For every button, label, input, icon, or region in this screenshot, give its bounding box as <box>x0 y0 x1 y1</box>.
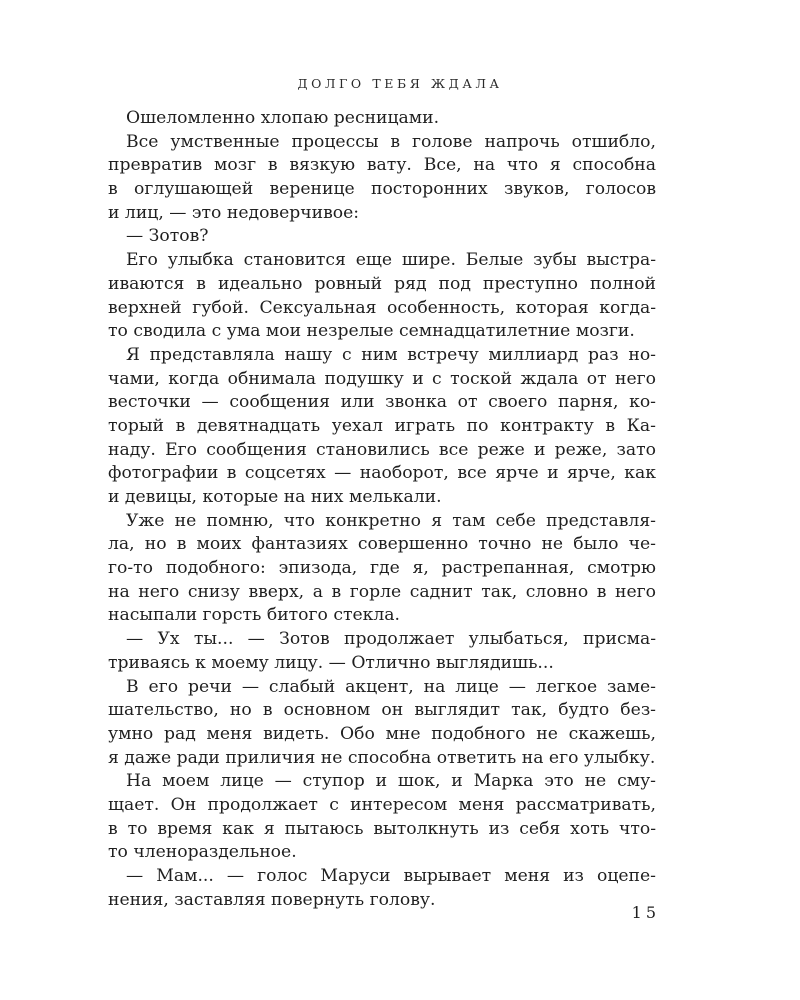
text-line: иваются в идеально ровный ряд под преступно полной <box>108 273 656 294</box>
text-line: и девицы, которые на них мелькали. <box>108 487 442 507</box>
text-line: в оглушающей веренице посторонних звуков, голосов <box>108 179 656 200</box>
text-line: нения, заставляя повернуть голову. <box>108 889 436 910</box>
text-line: Я представляла нашу с ним встречу миллиард раз но- <box>126 344 656 365</box>
text-line: триваясь к моему лицу. — Отлично выглядишь... <box>108 652 554 673</box>
text-line: весточки — сообщения или звонка от своего парня, ко- <box>108 392 656 413</box>
text-line: превратив мозг в вязкую вату. Все, на что я способна <box>108 155 656 176</box>
text-line: На моем лице — ступор и шок, и Марка это не сму- <box>126 771 656 792</box>
text-line: насыпали горсть битого стекла. <box>108 605 401 626</box>
text-line: умно рад меня видеть. Обо мне подобного не скажешь, <box>108 723 656 744</box>
text-line: шательство, но в основном он выглядит так, будто без- <box>108 700 656 721</box>
text-line: торый в девятнадцать уехал играть по контракту в Ка- <box>108 415 656 436</box>
body-text <box>108 107 656 912</box>
text-line: чами, когда обнимала подушку и с тоской ждала от него <box>108 368 656 389</box>
text-line: то сводила с ума мои незрелые семнадцатилетние мозги. <box>108 321 635 342</box>
text-line: — Мам... — голос Маруси вырывает меня из оцепе- <box>126 866 656 886</box>
text-line: фотографии в соцсетях — наоборот, все ярче и ярче, как <box>108 463 656 484</box>
running-head: ДОЛГО ТЕБЯ ЖДАЛА <box>297 76 503 91</box>
text-line: Уже не помню, что конкретно я там себе представля- <box>126 510 656 531</box>
text-line: Ошеломленно хлопаю ресницами. <box>126 108 440 128</box>
text-line: верхней губой. Сексуальная особенность, которая когда- <box>108 297 656 318</box>
text-line: Его улыбка становится еще шире. Белые зубы выстра- <box>126 250 656 271</box>
text-line: ла, но в моих фантазиях совершенно точно не было че- <box>108 534 656 555</box>
text-line: то членораздельное. <box>108 842 297 863</box>
text-line: — Зотов? <box>126 226 209 247</box>
text-line: — Ух ты... — Зотов продолжает улыбаться, присма- <box>126 629 656 650</box>
text-line: и лиц, — это недоверчивое: <box>108 202 360 223</box>
text-line: В его речи — слабый акцент, на лице — легкое заме- <box>126 676 656 697</box>
text-line: в то время как я пытаюсь вытолкнуть из себя хоть что- <box>108 818 656 839</box>
page-number: 15 <box>631 903 660 922</box>
text-line: щает. Он продолжает с интересом меня рассматривать, <box>108 794 656 815</box>
text-line: наду. Его сообщения становились все реже и реже, зато <box>108 439 656 460</box>
text-line: го-то подобного: эпизода, где я, растрепанная, смотрю <box>108 558 656 579</box>
text-line: на него снизу вверх, а в горле саднит так, словно в него <box>108 581 656 602</box>
text-line: я даже ради приличия не способна ответить на его улыбку. <box>108 747 656 768</box>
text-line: Все умственные процессы в голове напрочь отшибло, <box>126 131 656 152</box>
